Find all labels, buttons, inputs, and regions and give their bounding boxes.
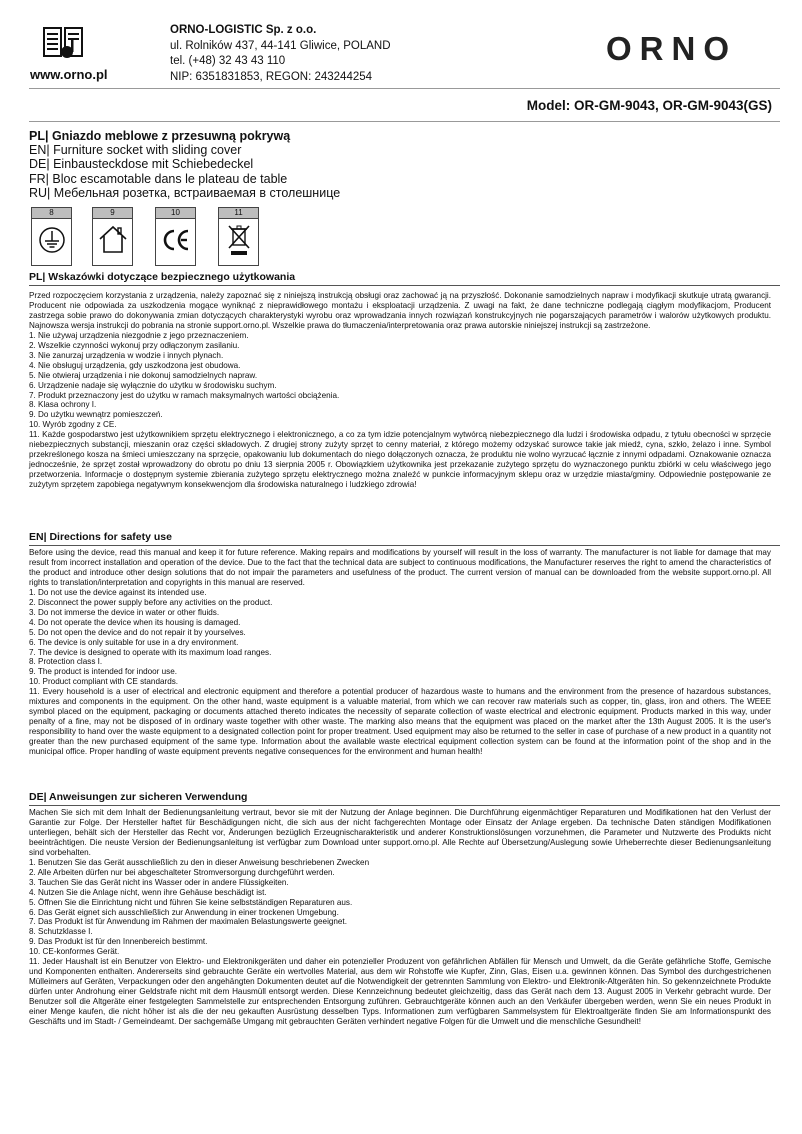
- list-item: 7. Produkt przeznaczony jest do użytku w ramach maksymalnych wartości obciążenia.: [29, 390, 340, 400]
- list-item: 4. Nutzen Sie die Anlage nicht, wenn ihre Gehäuse beschädigt ist.: [29, 887, 267, 897]
- list-item: 11. Jeder Haushalt ist ein Benutzer von Elektro- und Elektronikgeräten und daher ein potenzieller Produzent von gefährlichen Abfällen für Mensch und Umwelt, da die Geräte gefährliche Stoffe, Gemische und Komponenten enthalten. Andererseits sind gebrauchte Geräte ein wertvolles Material, aus dem wir Rohstoffe wie Kupfer, Zinn, Glas, Eisen u.a. gewinnen können. Das Symbol des durchgestrichenen Mülleimers auf Geräten, Verpackungen oder den angehängten Dokumenten deutet auf die Notwendigkeit der getrennten Sammlung von Elektro- und Elektronik-Altgeräten hin. So gekennzeichnete Produkte dürfen unter Androhung einer Geldstrafe nicht mit dem Hausmüll entsorgt werden. Diese Kennzeichnung bedeutet gleichzeitig, dass das Gerät nach dem 13. August 2005 in Verkehr gebracht wurde. Der Benutzer soll die Altgeräte einer festgelegten Sammelstelle zur entsprechenden Entsorgung zuführen. Gebrauchtgeräte können auch an den Verkäufer übergeben werden, wenn Sie ein neues Produkt in einer Menge kaufen, die nicht höher ist als die der neu gekauften Ausrüstung desselben Typs. Informationen zum verfügbaren Sammelsystem für Elektroaltgeräte finden Sie am Informationspunkt des Geschäfts und im Stadt- / Gemeindeamt. Der sachgemäße Umgang mit gebrauchten Geräten verhindert negative Folgen für die Umwelt und die menschliche Gesundheit!: [29, 957, 771, 1027]
- list-item: 5. Nie otwieraj urządzenia i nie dokonuj samodzielnych napraw.: [29, 370, 258, 380]
- header-divider: [29, 88, 780, 89]
- company-info: [170, 23, 391, 85]
- safety-list: [29, 858, 771, 1027]
- section-body-pl: [29, 291, 771, 490]
- list-item: 8. Klasa ochrony I.: [29, 400, 97, 410]
- section-heading-en: EN| Directions for safety use: [29, 530, 780, 546]
- list-item: 3. Nie zanurzaj urządzenia w wodzie i innych płynach.: [29, 350, 224, 360]
- icon-number: 9: [93, 208, 132, 219]
- list-item: 11. Każde gospodarstwo jest użytkownikiem sprzętu elektrycznego i elektronicznego, a co za tym idzie potencjalnym wytwórcą niebezpiecznego dla ludzi i środowiska odpadu, z tytułu obecności w sprzęcie niebezpiecznych substancji, mieszanin oraz części składowych. Z drugiej strony zużyty sprzęt to cenny materiał, z którego możemy odzyskać surowce takie jak miedź, cyna, szkło, żelazo i inne. Symbol przekreślonego kosza na śmieci umieszczany na sprzęcie, opakowaniu lub dokumentach do niego dołączonych oznacza, że produktu nie wolno wyrzucać łącznie z innymi odpadami. Oznakowanie oznacza jednocześnie, że sprzęt został wprowadzony do obrotu po dniu 13 sierpnia 2005 r. Obowiązkiem użytkownika jest przekazanie zużytego sprzętu do wyznaczonego punktu zbiórki w celu właściwego jego przetworzenia. Informacje o dostępnym systemie zbierania zużytego sprzętu elektrycznego można znaleźć w punkcie informacyjnym sklepu oraz w urzędzie miasta/gminy. Odpowiednie postępowanie ze zużytym sprzętem zapobiega negatywnym konsekwencjom dla środowiska naturalnego i ludzkiego zdrowia!: [29, 430, 771, 490]
- ce-mark-icon: [160, 223, 192, 257]
- list-item: 2. Alle Arbeiten dürfen nur bei abgeschalteter Stromversorgung durchgeführt werden.: [29, 867, 335, 877]
- title-de: DE| Einbausteckdose mit Schiebedeckel: [29, 157, 254, 172]
- list-item: 3. Tauchen Sie das Gerät nicht ins Wasser oder in andere Flüssigkeiten.: [29, 877, 289, 887]
- section-body-de: [29, 808, 771, 1027]
- list-item: 11. Every household is a user of electrical and electronic equipment and therefore a potential producer of hazardous waste to humans and the environment from the presence of hazardous substances, mixtures and components in the equipment. On the other hand, waste equipment is a valuable material, from which we can recover raw materials such as copper, tin, glass, iron and others. The WEEE symbol placed on the equipment, packaging or documents attached thereto indicates the necessity of separate collection of waste electrical and electronic equipment. Products marked in this way, under penalty of a fine, may not be disposed of in ordinary waste together with other waste. The marking also means that the equipment was placed on the market after the 13th August 2005. It is the user's responsibility to hand over the waste equipment to a designated collection point for proper treatment. Used equipment may also be returned to the seller in case of purchase of a new product in a quantity not greater than the new purchased equipment of the same type. Information about the available waste electrical equipment collection system can be found at the information point of the shop and in the municipal office. Proper handling of waste equipment prevents negative consequences for the environment and human health!: [29, 687, 771, 757]
- list-item: 5. Do not open the device and do not repair it by yourselves.: [29, 627, 246, 637]
- company-address: ul. Rolników 437, 44-141 Gliwice, POLAND: [170, 39, 391, 52]
- model-divider: [29, 121, 780, 122]
- brand-logo: ORNO: [606, 30, 737, 67]
- list-item: 6. Urządzenie nadaje się wyłącznie do użytku w środowisku suchym.: [29, 380, 277, 390]
- list-item: 3. Do not immerse the device in water or other fluids.: [29, 607, 220, 617]
- intro-paragraph: Before using the device, read this manual and keep it for future reference. Making repairs and modifications by yourself will result in the loss of warranty. The manufacturer is not liable for damage that may result from incorrect installation and operation of the device. Due to the fact that the technical data are subject to continuous modifications, the Manufacturer reserves the right to amend the characteristics of the product and introduce other design solutions that do not impair the parameters and usefulness of the product. The current version of manual can be downloaded from the website support.orno.pl. All rights to translation/interpretation and copyrights in this manual are reserved.: [29, 548, 771, 587]
- company-nip: NIP: 6351831853, REGON: 243244254: [170, 70, 373, 83]
- list-item: 4. Do not operate the device when its housing is damaged.: [29, 617, 241, 627]
- list-item: 4. Nie obsługuj urządzenia, gdy uszkodzona jest obudowa.: [29, 360, 241, 370]
- title-pl: PL| Gniazdo meblowe z przesuwną pokrywą: [29, 129, 291, 143]
- title-en: EN| Furniture socket with sliding cover: [29, 143, 242, 158]
- protective-earth-icon: [37, 223, 67, 257]
- indoor-house-icon: [97, 223, 129, 257]
- company-name: ORNO-LOGISTIC Sp. z o.o.: [170, 24, 317, 36]
- section-heading-de: DE| Anweisungen zur sicheren Verwendung: [29, 790, 780, 806]
- list-item: 7. The device is designed to operate with its maximum load ranges.: [29, 647, 272, 657]
- weee-crossed-bin-icon: [224, 223, 254, 259]
- list-item: 7. Das Produkt ist für Anwendung im Rahmen der maximalen Belastungswerte geeignet.: [29, 917, 347, 927]
- list-item: 8. Schutzklasse I.: [29, 927, 93, 937]
- intro-paragraph: Machen Sie sich mit dem Inhalt der Bedienungsanleitung vertraut, bevor sie mit der Nutzung der Anlage beginnen. Die Durchführung eigenmächtiger Reparaturen und Modifikationen hat den Verlust der Garantie zur Folge. Der Hersteller haftet für Beschädigungen nicht, die sich aus der nicht fachgerechten Montage oder Einsatz der Anlage ergeben. Da technische Daten ständigen Modifikationen unterliegen, behält sich der Hersteller das Recht vor, Änderungen bezüglich Erzeugnischarakteristik und anderer Konstruktionslösungen vorzunehmen, die Parameter und Nutzwerte des Produkts nicht beeinträchtigen. Die neuste Version der Bedienungsanleitung ist verfügbar zum Download unter support.orno.pl. Alle Rechte auf Übersetzung/Auslegung sowie Urheberrechte dieser Bedienungsanleitung sind vorbehalten.: [29, 808, 771, 857]
- list-item: 2. Disconnect the power supply before any activities on the product.: [29, 597, 273, 607]
- icon-box-10: [155, 207, 196, 266]
- list-item: 6. The device is only suitable for use in a dry environment.: [29, 637, 239, 647]
- section-body-en: [29, 548, 771, 757]
- icon-box-8: [31, 207, 72, 266]
- list-item: 2. Wszelkie czynności wykonuj przy odłączonym zasilaniu.: [29, 340, 240, 350]
- list-item: 9. The product is intended for indoor use.: [29, 667, 177, 677]
- section-heading-pl: PL| Wskazówki dotyczące bezpiecznego użytkowania: [29, 270, 780, 286]
- model-title: Model: OR-GM-9043, OR-GM-9043(GS): [526, 98, 772, 113]
- list-item: 1. Benutzen Sie das Gerät ausschließlich zu den in dieser Anweisung beschriebenen Zwecken: [29, 857, 370, 867]
- icon-box-9: [92, 207, 133, 266]
- list-item: 10. Wyrób zgodny z CE.: [29, 420, 117, 430]
- list-item: 10. CE-konformes Gerät.: [29, 947, 120, 957]
- list-item: 9. Do użytku wewnątrz pomieszczeń.: [29, 410, 163, 420]
- icon-number: 8: [32, 208, 71, 219]
- title-ru: RU| Мебельная розетка, встраиваемая в столешнице: [29, 185, 341, 200]
- icon-number: 11: [219, 208, 258, 219]
- list-item: 10. Product compliant with CE standards.: [29, 677, 179, 687]
- safety-list: [29, 331, 771, 490]
- list-item: 5. Öffnen Sie die Einrichtung nicht und führen Sie keine selbstständigen Reparaturen aus.: [29, 897, 353, 907]
- list-item: 8. Protection class I.: [29, 657, 103, 667]
- list-item: 1. Nie używaj urządzenia niezgodnie z jego przeznaczeniem.: [29, 330, 249, 340]
- product-titles: [29, 129, 340, 200]
- book-logo-icon: [43, 26, 83, 60]
- list-item: 6. Das Gerät eignet sich ausschließlich zur Anwendung in einer trockenen Umgebung.: [29, 907, 339, 917]
- website-link[interactable]: www.orno.pl: [30, 67, 108, 82]
- company-phone: tel. (+48) 32 43 43 110: [170, 55, 286, 67]
- safety-list: [29, 588, 771, 757]
- list-item: 9. Das Produkt ist für den Innenbereich bestimmt.: [29, 937, 208, 947]
- intro-paragraph: Przed rozpoczęciem korzystania z urządzenia, należy zapoznać się z niniejszą instrukcją obsługi oraz zachować ją na przyszłość. Dokonanie samodzielnych napraw i modyfikacji skutkuje utratą gwarancji. Producent nie odpowiada za uszkodzenia mogące wyniknąć z nieprawidłowego montażu i eksploatacji urządzenia. Z uwagi na fakt, że dane techniczne podlegają ciągłym modyfikacjom, Producent zastrzega sobie prawo do dokonywania zmian dotyczących charakterystyki wyrobu oraz wprowadzania innych rozwiązań konstrukcyjnych nie pogarszających parametrów i walorów użytkowych produktu. Najnowsza wersja instrukcji do pobrania na stronie support.orno.pl. Wszelkie prawa do tłumaczenia/interpretowania oraz prawa autorskie niniejszej instrukcji są zastrzeżone.: [29, 291, 771, 330]
- icon-number: 10: [156, 208, 195, 219]
- list-item: 1. Do not use the device against its intended use.: [29, 587, 207, 597]
- title-fr: FR| Bloc escamotable dans le plateau de table: [29, 171, 288, 186]
- icon-box-11: [218, 207, 259, 266]
